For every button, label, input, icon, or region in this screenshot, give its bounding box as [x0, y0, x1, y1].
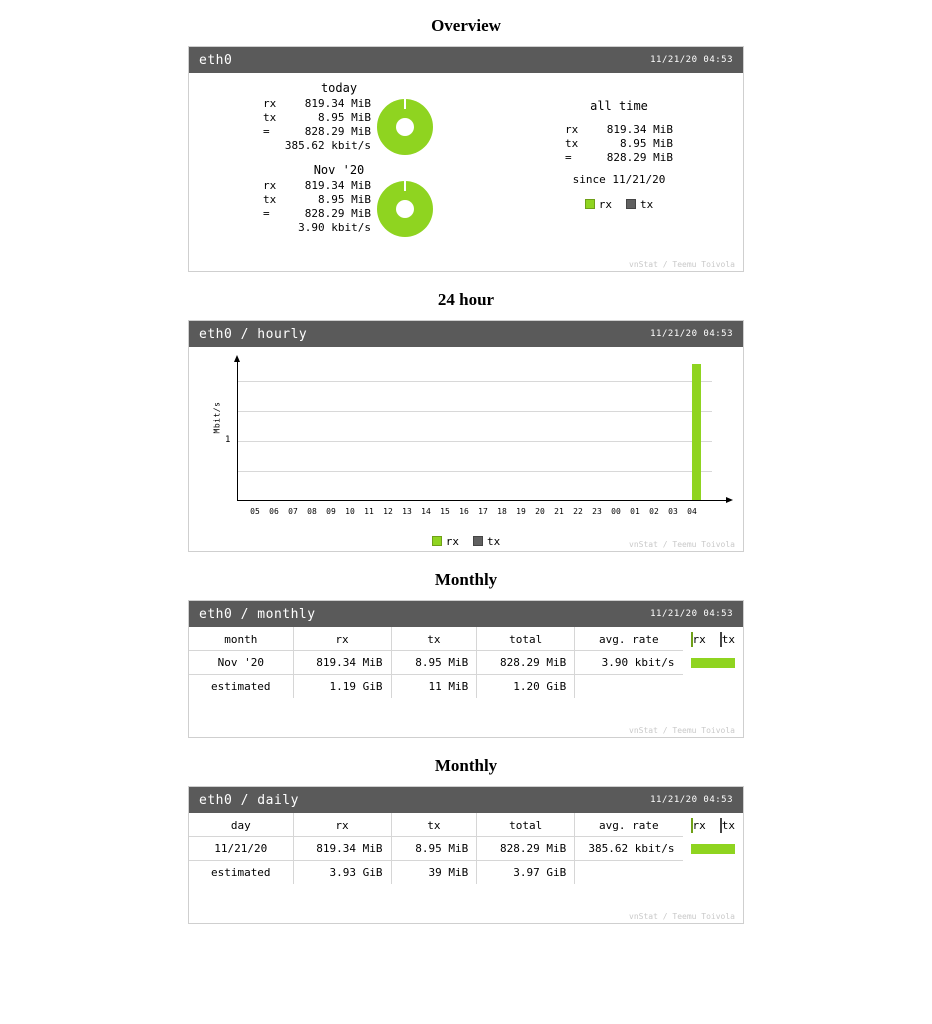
- hourly-x-tick: 12: [383, 507, 393, 516]
- hourly-y-axis: [237, 361, 238, 501]
- monthly-row0-month: Nov '20: [189, 651, 293, 675]
- today-total-label: =: [263, 125, 270, 138]
- all-time-title: all time: [590, 99, 648, 113]
- hourly-x-tick: 03: [668, 507, 678, 516]
- hourly-gridline: [238, 381, 712, 382]
- daily-table: [189, 813, 743, 884]
- hourly-bar-rx: [692, 364, 701, 500]
- overview-interface-name: eth0: [199, 52, 233, 68]
- hourly-x-tick: 07: [288, 507, 298, 516]
- daily-col-day: day: [230, 819, 251, 832]
- today-tx-value: 8.95 MiB: [318, 111, 371, 124]
- page-title-daily: Monthly: [434, 756, 498, 775]
- hourly-x-tick: 16: [459, 507, 469, 516]
- daily-row0-avg-rate: 385.62 kbit/s: [575, 837, 683, 861]
- hourly-x-tick: 01: [630, 507, 640, 516]
- legend-tx: [473, 535, 500, 548]
- overview-left-column: [189, 73, 489, 237]
- monthly-col-month: month: [224, 633, 258, 646]
- overview-card-body: [189, 73, 743, 271]
- daily-credit: vnStat / Teemu Toivola: [629, 912, 735, 921]
- month-donut-hole: [396, 200, 414, 218]
- hourly-x-tick: 08: [307, 507, 317, 516]
- daily-row1-day: estimated: [189, 861, 293, 885]
- legend-rx: [585, 198, 612, 211]
- monthly-row1-tx: 11 MiB: [391, 675, 477, 699]
- hourly-x-tick: 20: [535, 507, 545, 516]
- hourly-x-tick: 04: [687, 507, 697, 516]
- today-rx-label: rx: [263, 97, 277, 110]
- tx-swatch-icon: [626, 199, 636, 209]
- alltime-total-label: =: [565, 151, 572, 164]
- daily-row1-rx: 3.93 GiB: [293, 861, 391, 885]
- monthly-row1-month: estimated: [189, 675, 293, 699]
- hourly-x-tick: 18: [497, 507, 507, 516]
- month-tx-value: 8.95 MiB: [318, 193, 371, 206]
- alltime-total-value: 828.29 MiB: [606, 151, 673, 164]
- daily-col-total: total: [477, 813, 575, 837]
- hourly-y-tick-1: 1: [225, 435, 231, 445]
- alltime-rx-value: 819.34 MiB: [606, 123, 673, 136]
- hourly-x-tick: 17: [478, 507, 488, 516]
- monthly-legend: [683, 627, 744, 651]
- hourly-x-tick: 13: [402, 507, 412, 516]
- hourly-interface-name: eth0 / hourly: [199, 326, 308, 342]
- hourly-timestamp: 11/21/20 04:53: [650, 329, 733, 339]
- section-daily: [0, 756, 932, 924]
- month-total-label: =: [263, 207, 270, 220]
- hourly-credit: vnStat / Teemu Toivola: [629, 540, 735, 549]
- daily-row0-bar-cell: [683, 837, 744, 861]
- page-title-monthly: Monthly: [434, 570, 498, 589]
- monthly-card: [188, 600, 744, 738]
- legend-rx: [691, 819, 706, 832]
- hourly-x-tick: 05: [250, 507, 260, 516]
- hourly-x-tick: 10: [345, 507, 355, 516]
- monthly-row1-rx: 1.19 GiB: [293, 675, 391, 699]
- today-donut-hole: [396, 118, 414, 136]
- all-time-since: since 11/21/20: [572, 173, 666, 186]
- legend-tx: [720, 819, 735, 832]
- alltime-tx-value: 8.95 MiB: [620, 137, 673, 150]
- today-total-value: 828.29 MiB: [304, 125, 371, 138]
- table-row: [189, 675, 743, 699]
- hourly-card-body: [189, 347, 743, 551]
- hourly-x-tick: 19: [516, 507, 526, 516]
- daily-interface-name: eth0 / daily: [199, 792, 299, 808]
- daily-col-rx: rx: [293, 813, 391, 837]
- daily-legend-inline: [691, 819, 736, 832]
- legend-tx: [626, 198, 653, 211]
- monthly-credit: vnStat / Teemu Toivola: [629, 726, 735, 735]
- hourly-x-tick: 14: [421, 507, 431, 516]
- tx-swatch-icon: [473, 536, 483, 546]
- hourly-x-tick: 15: [440, 507, 450, 516]
- hourly-x-tick: 23: [592, 507, 602, 516]
- table-header-row: [189, 627, 743, 651]
- daily-row1-tx: 39 MiB: [391, 861, 477, 885]
- alltime-tx-label: tx: [565, 137, 579, 150]
- table-row: [189, 861, 743, 885]
- hourly-x-axis: [237, 500, 727, 501]
- hourly-gridline: [238, 471, 712, 472]
- monthly-row0-rx: 819.34 MiB: [293, 651, 391, 675]
- daily-row0-day: 11/21/20: [189, 837, 293, 861]
- month-donut-chart: [377, 181, 433, 237]
- monthly-row1-bar-cell: [683, 675, 744, 699]
- daily-card-header: [189, 787, 743, 813]
- overview-today-title: today: [320, 81, 358, 95]
- today-rate-value: 385.62 kbit/s: [284, 139, 371, 152]
- hourly-x-tick: 21: [554, 507, 564, 516]
- month-rate-value: 3.90 kbit/s: [298, 221, 371, 234]
- overview-timestamp: 11/21/20 04:53: [650, 55, 733, 65]
- overview-today-row: [189, 97, 489, 155]
- legend-tx-label: tx: [721, 633, 735, 647]
- monthly-row0-avg-rate: 3.90 kbit/s: [575, 651, 683, 675]
- monthly-col-avg-rate: avg. rate: [575, 627, 683, 651]
- month-donut-tick: [404, 181, 406, 191]
- daily-row1-bar-cell: [683, 861, 744, 885]
- legend-rx-label: rx: [445, 535, 459, 548]
- overview-month-stats: [189, 179, 377, 235]
- section-24-hour: [0, 290, 932, 552]
- monthly-col-total: total: [477, 627, 575, 651]
- monthly-row1-total: 1.20 GiB: [477, 675, 575, 699]
- rx-swatch-icon: [585, 199, 595, 209]
- monthly-row0-tx: 8.95 MiB: [391, 651, 477, 675]
- legend-tx-label: tx: [721, 819, 735, 833]
- overview-legend: [499, 198, 739, 211]
- legend-tx-label: tx: [640, 198, 654, 211]
- hourly-x-tick: 22: [573, 507, 583, 516]
- hourly-x-tick: 00: [611, 507, 621, 516]
- overview-card-header: [189, 47, 743, 73]
- month-rx-value: 819.34 MiB: [304, 179, 371, 192]
- page-title-overview: Overview: [431, 16, 501, 35]
- table-header-row: [189, 813, 743, 837]
- month-tx-label: tx: [263, 193, 277, 206]
- today-tx-label: tx: [263, 111, 277, 124]
- legend-tx-label: tx: [487, 535, 501, 548]
- hourly-gridline: [238, 441, 712, 442]
- hourly-x-tick: 09: [326, 507, 336, 516]
- daily-row0-tx: 8.95 MiB: [391, 837, 477, 861]
- legend-rx-label: rx: [692, 819, 706, 833]
- today-donut-chart: [377, 99, 433, 155]
- today-rx-value: 819.34 MiB: [304, 97, 371, 110]
- hourly-x-tick: 11: [364, 507, 374, 516]
- daily-col-avg-rate: avg. rate: [575, 813, 683, 837]
- table-row: [189, 837, 743, 861]
- hourly-x-tick: 02: [649, 507, 659, 516]
- daily-row1-avg-rate: [575, 861, 683, 885]
- legend-rx: [691, 633, 706, 646]
- alltime-rx-label: rx: [565, 123, 579, 136]
- daily-card: [188, 786, 744, 924]
- hourly-card-header: [189, 321, 743, 347]
- hourly-plot-area: [212, 361, 727, 501]
- daily-usage-bar: [691, 844, 736, 854]
- legend-rx-label: rx: [598, 198, 612, 211]
- monthly-row0-total: 828.29 MiB: [477, 651, 575, 675]
- overview-credit: vnStat / Teemu Toivola: [629, 260, 735, 269]
- monthly-interface-name: eth0 / monthly: [199, 606, 316, 622]
- daily-timestamp: 11/21/20 04:53: [650, 795, 733, 805]
- overview-today-stats: [189, 97, 377, 153]
- daily-row0-total: 828.29 MiB: [477, 837, 575, 861]
- monthly-card-header: [189, 601, 743, 627]
- hourly-x-tick: 06: [269, 507, 279, 516]
- monthly-timestamp: 11/21/20 04:53: [650, 609, 733, 619]
- monthly-col-tx: tx: [391, 627, 477, 651]
- table-row: [189, 651, 743, 675]
- daily-legend: [683, 813, 744, 837]
- monthly-table: [189, 627, 743, 698]
- hourly-y-axis-label: Mbit/s: [212, 401, 222, 434]
- rx-swatch-icon: [432, 536, 442, 546]
- overview-card: [188, 46, 744, 272]
- month-rx-label: rx: [263, 179, 277, 192]
- monthly-card-body: [189, 627, 743, 737]
- section-overview: [0, 16, 932, 272]
- hourly-gridline: [238, 411, 712, 412]
- monthly-col-rx: rx: [293, 627, 391, 651]
- overview-month-row: [189, 179, 489, 237]
- monthly-row0-bar-cell: [683, 651, 744, 675]
- all-time-stats: [565, 123, 673, 165]
- daily-row1-total: 3.97 GiB: [477, 861, 575, 885]
- daily-card-body: [189, 813, 743, 923]
- month-total-value: 828.29 MiB: [304, 207, 371, 220]
- section-monthly: [0, 570, 932, 738]
- monthly-usage-bar: [691, 658, 736, 668]
- monthly-legend-inline: [691, 633, 736, 646]
- hourly-card: [188, 320, 744, 552]
- today-donut-tick: [404, 99, 406, 109]
- legend-rx-label: rx: [692, 633, 706, 647]
- daily-col-tx: tx: [391, 813, 477, 837]
- monthly-row1-avg-rate: [575, 675, 683, 699]
- legend-tx: [720, 633, 735, 646]
- legend-rx: [432, 535, 459, 548]
- overview-month-title: Nov '20: [313, 163, 365, 177]
- overview-all-time-panel: [499, 99, 739, 211]
- page-title-24-hour: 24 hour: [437, 290, 495, 309]
- daily-row0-rx: 819.34 MiB: [293, 837, 391, 861]
